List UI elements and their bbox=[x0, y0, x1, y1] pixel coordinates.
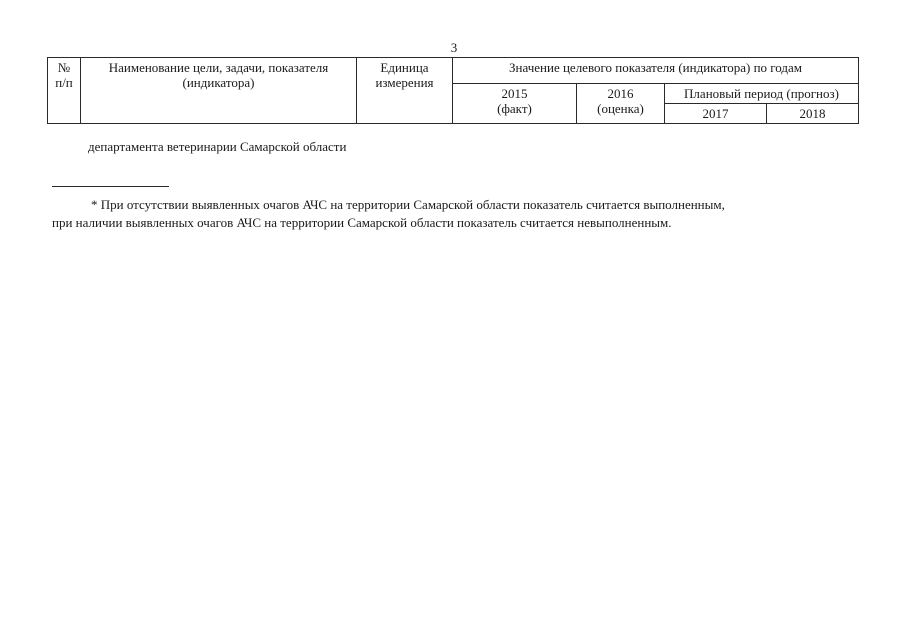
header-values-group: Значение целевого показателя (индикатора) по годам bbox=[453, 58, 859, 84]
header-year-2016 bbox=[577, 84, 665, 124]
indicators-table bbox=[47, 57, 859, 124]
header-year-2017: 2017 bbox=[665, 104, 767, 124]
header-year-2015 bbox=[453, 84, 577, 124]
year-2015-note: (факт) bbox=[497, 101, 532, 116]
header-name: Наименование цели, задачи, показателя (индикатора) bbox=[81, 58, 357, 124]
page-number: 3 bbox=[450, 40, 458, 55]
footnote bbox=[52, 196, 862, 232]
year-2015-label: 2015 bbox=[501, 86, 528, 101]
footnote-line-2: при наличии выявленных очагов АЧС на территории Самарской области показатель считается невыполненным. bbox=[52, 215, 672, 230]
footnote-line-1: * При отсутствии выявленных очагов АЧС на территории Самарской области показатель считается выполненным, bbox=[91, 197, 725, 212]
header-plan-period: Плановый период (прогноз) bbox=[665, 84, 859, 104]
header-year-2018: 2018 bbox=[767, 104, 859, 124]
header-unit: Единица измерения bbox=[357, 58, 453, 124]
header-number: № п/п bbox=[48, 58, 81, 124]
year-2016-label: 2016 bbox=[607, 86, 634, 101]
year-2016-note: (оценка) bbox=[597, 101, 644, 116]
footnote-separator bbox=[52, 186, 169, 187]
continuation-text: департамента ветеринарии Самарской области bbox=[88, 139, 347, 154]
